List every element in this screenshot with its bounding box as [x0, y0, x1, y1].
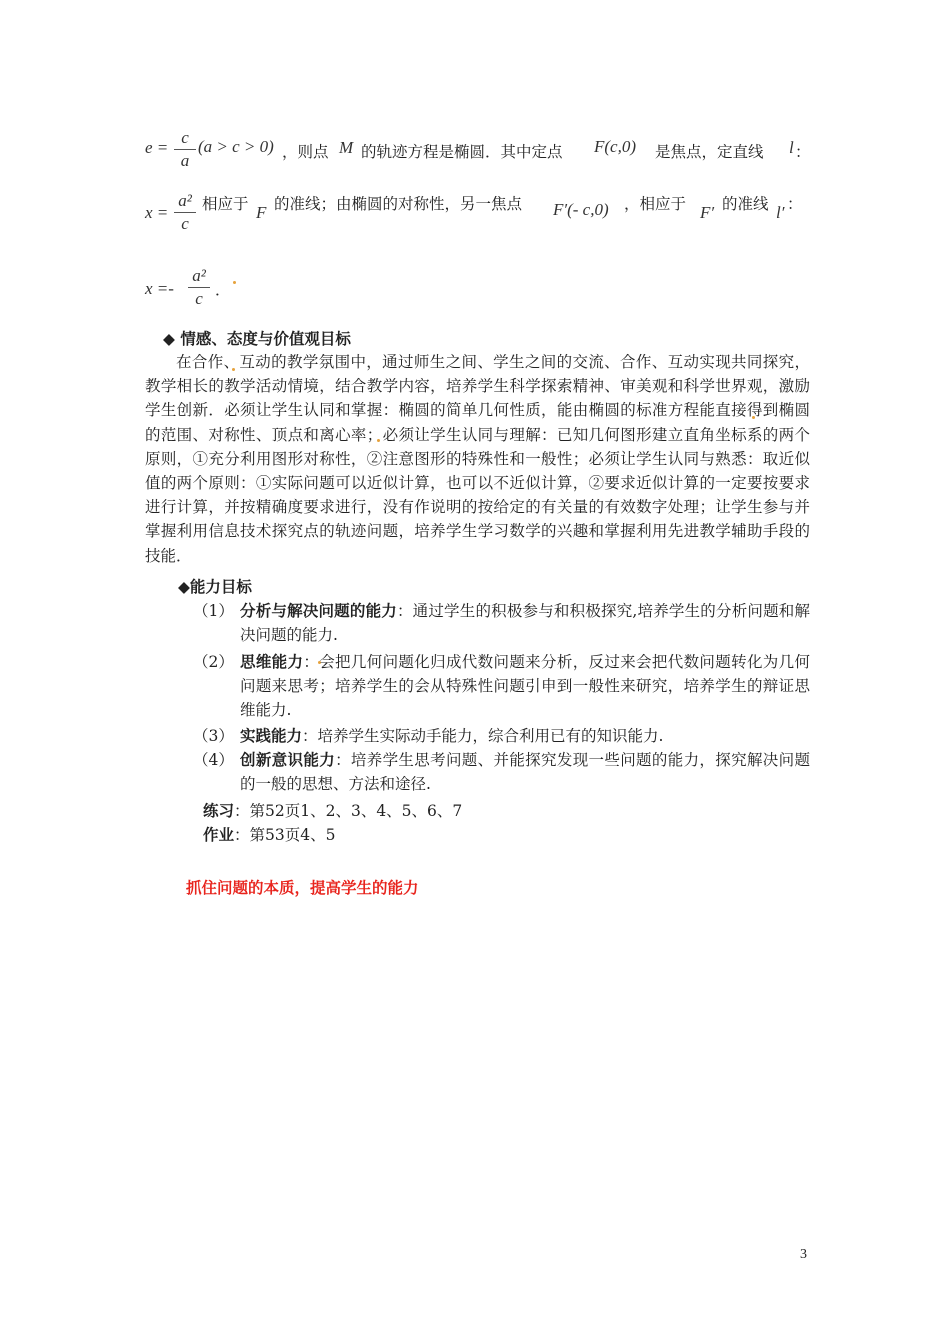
item-body: [240, 599, 810, 647]
colon: ：: [787, 195, 803, 213]
fraction-c-over-a: [174, 128, 196, 171]
slogan: 抓住问题的本质，提高学生的能力: [186, 878, 419, 897]
text-segment: 的轨迹方程是椭圆．其中定点: [361, 143, 563, 161]
homework-line: [203, 823, 335, 845]
period: ．: [215, 281, 231, 299]
fraction-bar: [174, 212, 196, 213]
fraction-numerator: a²: [192, 266, 206, 285]
paragraph-text: 在合作、互动的教学氛围中，通过师生之间、学生之间的交流、合作、互动实现共同探究，教学相长的教学活动情境，结合教学内容，培养学生科学探索精神、审美观和科学世界观，激励学生创新．必须让学生认同和掌握：椭圆的简单几何性质，能由椭圆的标准方程能直接得到椭圆的范围、对称性、顶点和离心率；必须让学生认同与理解：已知几何图形建立直角坐标系的两个原则，①充分利用图形对称性，②注意图形的特殊性和一般性；必须让学生认同与熟悉：取近似值的两个原则：①实际问题可以近似计算，也可以不近似计算，②要求近似计算的一定要按要求进行计算，并按精确度要求进行，没有作说明的按给定的有关量的有效数字处理；让学生参与并掌握利用信息技术探究点的轨迹问题，培养学生学习数学的兴趣和掌握利用先进教学辅助手段的技能．: [145, 353, 810, 565]
text-segment: ，相应于: [624, 195, 687, 213]
focus-f: F(c,0): [594, 137, 637, 156]
fraction-numerator: c: [181, 128, 189, 147]
focus-f: F: [256, 203, 267, 222]
item-text: ：培养学生实际动手能力，综合利用已有的知识能力.: [302, 727, 664, 745]
practice-label: 练习: [203, 801, 235, 820]
directrix-lhs-negative: x =-: [145, 279, 174, 298]
item-text: ：通过学生的积极参与和积极探究,培养学生的分析问题和解决问题的能力.: [240, 602, 810, 645]
item-number: （3）: [193, 727, 234, 745]
ability-item-1: [193, 599, 813, 649]
line-l-prime: l′: [776, 203, 785, 222]
fraction-bar: [174, 149, 196, 150]
focus-f-prime: F′(- c,0): [553, 200, 609, 219]
focus-f-prime-short: F′: [700, 203, 715, 222]
item-label: 实践能力: [240, 726, 303, 745]
directrix-lhs: x =: [145, 203, 169, 222]
line-l: l: [789, 138, 794, 157]
section-heading-ability: ◆能力目标: [178, 577, 252, 596]
point-m: M: [339, 138, 354, 157]
edit-mark: [233, 281, 236, 284]
text-segment: ，则点: [282, 143, 329, 161]
fraction-a2-over-c: [188, 266, 210, 309]
practice-line: [203, 799, 462, 821]
item-text: ：会把几何问题化归成代数问题来分析，反过来会把代数问题转化为几何问题来思考；培养学生的会从特殊性问题引申到一般性来研究，培养学生的辩证思维能力.: [240, 653, 810, 720]
item-text: ：培养学生思考问题、并能探究发现一些问题的能力，探究解决问题的一般的思想、方法和途径.: [240, 751, 810, 794]
ability-item-4: [193, 748, 813, 798]
item-label: 创新意识能力: [240, 750, 336, 769]
item-body: [240, 724, 810, 748]
text-segment: 是焦点，定直线: [655, 143, 764, 161]
ability-item-3: [193, 724, 813, 750]
item-label: 分析与解决问题的能力: [240, 601, 397, 620]
item-number: （1）: [193, 602, 234, 620]
colon: ：: [795, 143, 811, 161]
item-body: [240, 748, 810, 796]
fraction-a2-over-c: [174, 191, 196, 234]
homework-label: 作业: [203, 825, 235, 844]
item-body: [240, 650, 810, 723]
text-segment: 的准线；由椭圆的对称性，另一焦点: [274, 195, 523, 213]
item-label: 思维能力: [240, 652, 304, 671]
fraction-bar: [188, 287, 210, 288]
item-number: （4）: [193, 751, 234, 769]
emotion-paragraph: [145, 350, 810, 568]
homework-text: ：第53页4、5: [234, 826, 336, 844]
section-heading-emotion: ◆ 情感、态度与价值观目标: [163, 329, 351, 348]
fraction-denominator: a: [180, 151, 190, 170]
item-number: （2）: [193, 653, 234, 671]
eccentricity-lhs: e =: [145, 138, 169, 157]
practice-text: ：第52页1、2、3、4、5、6、7: [234, 802, 463, 820]
fraction-numerator: a²: [178, 191, 192, 210]
condition: (a > c > 0): [198, 137, 274, 156]
text-segment: 相应于: [202, 195, 249, 213]
fraction-denominator: c: [195, 289, 203, 308]
page-number: 3: [800, 1247, 807, 1262]
fraction-denominator: c: [181, 214, 189, 233]
ability-item-2: [193, 650, 813, 724]
text-segment: 的准线: [722, 195, 769, 213]
